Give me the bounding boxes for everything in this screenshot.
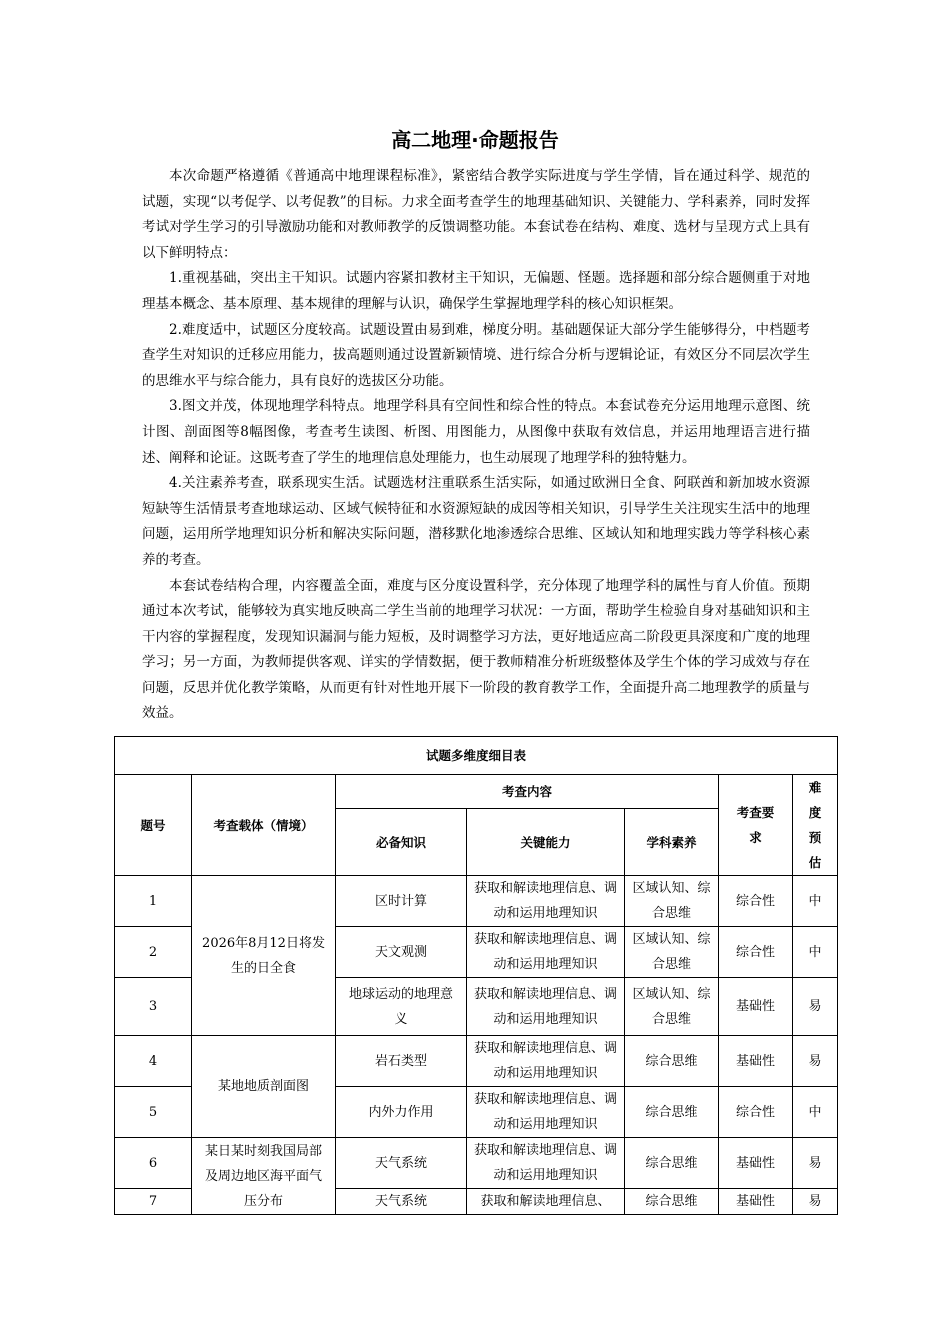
cell-literacy: 综合思维 [625, 1138, 719, 1189]
cell-literacy: 区域认知、综合思维 [625, 978, 719, 1036]
table-row [115, 1036, 838, 1087]
cell-ability: 获取和解读地理信息、调动和运用地理知识 [467, 1087, 625, 1138]
cell-ability: 获取和解读地理信息、 [467, 1189, 625, 1215]
cell-literacy: 综合思维 [625, 1036, 719, 1087]
table-caption: 试题多维度细目表 [115, 737, 838, 775]
cell-literacy: 区域认知、综合思维 [625, 876, 719, 927]
cell-difficulty: 中 [793, 927, 838, 978]
cell-requirement: 综合性 [719, 876, 793, 927]
cell-knowledge: 内外力作用 [336, 1087, 467, 1138]
cell-requirement: 基础性 [719, 1036, 793, 1087]
cell-context-text: 某日某时刻我国局部及周边地区海平面气压分布 [204, 1143, 322, 1209]
table-row [115, 1138, 838, 1189]
cell-ability: 获取和解读地理信息、调动和运用地理知识 [467, 927, 625, 978]
cell-knowledge: 天文观测 [336, 927, 467, 978]
specification-table [114, 736, 838, 1215]
cell-context: 某地地质剖面图 [192, 1036, 336, 1138]
cell-knowledge: 区时计算 [336, 876, 467, 927]
cell-requirement: 综合性 [719, 1087, 793, 1138]
cell-difficulty: 易 [793, 1138, 838, 1189]
header-difficulty-text: 难度预估 [808, 780, 822, 870]
cell-requirement: 基础性 [719, 978, 793, 1036]
cell-number: 3 [115, 978, 192, 1036]
cell-number: 5 [115, 1087, 192, 1138]
feature-paragraph-2: 2.难度适中，试题区分度较高。试题设置由易到难，梯度分明。基础题保证大部分学生能够得分，中档题考查学生对知识的迁移应用能力，拔高题则通过设置新颖情境、进行综合分析与逻辑论证，有效区分不同层次学生的思维水平与综合能力，具有良好的选拔区分功能。 [142, 321, 810, 389]
cell-ability: 获取和解读地理信息、调动和运用地理知识 [467, 876, 625, 927]
cell-knowledge [336, 978, 467, 1036]
intro-paragraph: 本次命题严格遵循《普通高中地理课程标准》，紧密结合教学实际进度与学生学情，旨在通过科学、规范的试题，实现“以考促学、以考促教”的目标。力求全面考查学生的地理基础知识、关键能力、学科素养，同时发挥考试对学生学习的引导激励功能和对教师教学的反馈调整功能。本套试卷在结构、难度、选材与呈现方式上具有以下鲜明特点： [142, 168, 810, 261]
feature-paragraph-1: 1.重视基础，突出主干知识。试题内容紧扣教材主干知识，无偏题、怪题。选择题和部分综合题侧重于对地理基本概念、基本原理、基本规律的理解与认识，确保学生掌握地理学科的核心知识框架。 [142, 270, 810, 312]
cell-number: 7 [115, 1189, 192, 1215]
cell-difficulty: 易 [793, 978, 838, 1036]
cell-difficulty: 易 [793, 1189, 838, 1215]
cell-context [192, 1138, 336, 1215]
cell-requirement: 基础性 [719, 1138, 793, 1189]
cell-number: 6 [115, 1138, 192, 1189]
cell-literacy: 综合思维 [625, 1189, 719, 1215]
cell-ability: 获取和解读地理信息、调动和运用地理知识 [467, 1036, 625, 1087]
cell-ability: 获取和解读地理信息、调动和运用地理知识 [467, 978, 625, 1036]
cell-requirement: 基础性 [719, 1189, 793, 1215]
header-number: 题号 [115, 775, 192, 876]
cell-knowledge: 天气系统 [336, 1189, 467, 1215]
header-context: 考查载体（情境） [192, 775, 336, 876]
feature-paragraph-4: 4.关注素养考查，联系现实生活。试题选材注重联系生活实际，如通过欧洲日全食、阿联酋和新加坡水资源短缺等生活情景考查地球运动、区域气候特征和水资源短缺的成因等相关知识，引导学生关注现实生活中的地理问题，运用所学地理知识分析和解决实际问题，潜移默化地渗透综合思维、区域认知和地理实践力等学科核心素养的考查。 [142, 475, 810, 568]
cell-number: 4 [115, 1036, 192, 1087]
cell-difficulty: 中 [793, 876, 838, 927]
cell-difficulty: 中 [793, 1087, 838, 1138]
cell-knowledge: 天气系统 [336, 1138, 467, 1189]
cell-knowledge-text: 地球运动的地理意义 [348, 986, 453, 1027]
header-difficulty [793, 775, 838, 876]
page-title: 高二地理·命题报告 [391, 128, 559, 152]
cell-difficulty: 易 [793, 1036, 838, 1087]
cell-context-text: 2026年8月12日将发生的日全食 [202, 935, 325, 976]
header-requirement-text: 考查要求 [736, 805, 775, 845]
cell-knowledge: 岩石类型 [336, 1036, 467, 1087]
conclusion-paragraph: 本套试卷结构合理，内容覆盖全面，难度与区分度设置科学，充分体现了地理学科的属性与育人价值。预期通过本次考试，能够较为真实地反映高二学生当前的地理学习状况：一方面，帮助学生检验自身对基础知识和主干内容的掌握程度，发现知识漏洞与能力短板，及时调整学习方法，更好地适应高二阶段更具深度和广度的地理学习；另一方面，为教师提供客观、详实的学情数据，便于教师精准分析班级整体及学生个体的学习成效与存在问题，反思并优化教学策略，从而更有针对性地开展下一阶段的教育教学工作，全面提升高二地理教学的质量与效益。 [142, 577, 810, 722]
cell-literacy: 综合思维 [625, 1087, 719, 1138]
report-body [142, 164, 810, 727]
cell-context [192, 876, 336, 1036]
cell-ability: 获取和解读地理信息、调动和运用地理知识 [467, 1138, 625, 1189]
header-content: 考查内容 [336, 775, 719, 809]
header-ability: 关键能力 [467, 809, 625, 876]
header-literacy: 学科素养 [625, 809, 719, 876]
feature-paragraph-3: 3.图文并茂，体现地理学科特点。地理学科具有空间性和综合性的特点。本套试卷充分运用地理示意图、统计图、剖面图等8幅图像，考查考生读图、析图、用图能力，从图像中获取有效信息，并运用地理语言进行描述、阐释和论证。这既考查了学生的地理信息处理能力，也生动展现了地理学科的独特魅力。 [142, 398, 810, 466]
table-row [115, 876, 838, 927]
header-knowledge: 必备知识 [336, 809, 467, 876]
cell-number: 2 [115, 927, 192, 978]
cell-requirement: 综合性 [719, 927, 793, 978]
cell-literacy: 区域认知、综合思维 [625, 927, 719, 978]
cell-number: 1 [115, 876, 192, 927]
header-requirement [719, 775, 793, 876]
